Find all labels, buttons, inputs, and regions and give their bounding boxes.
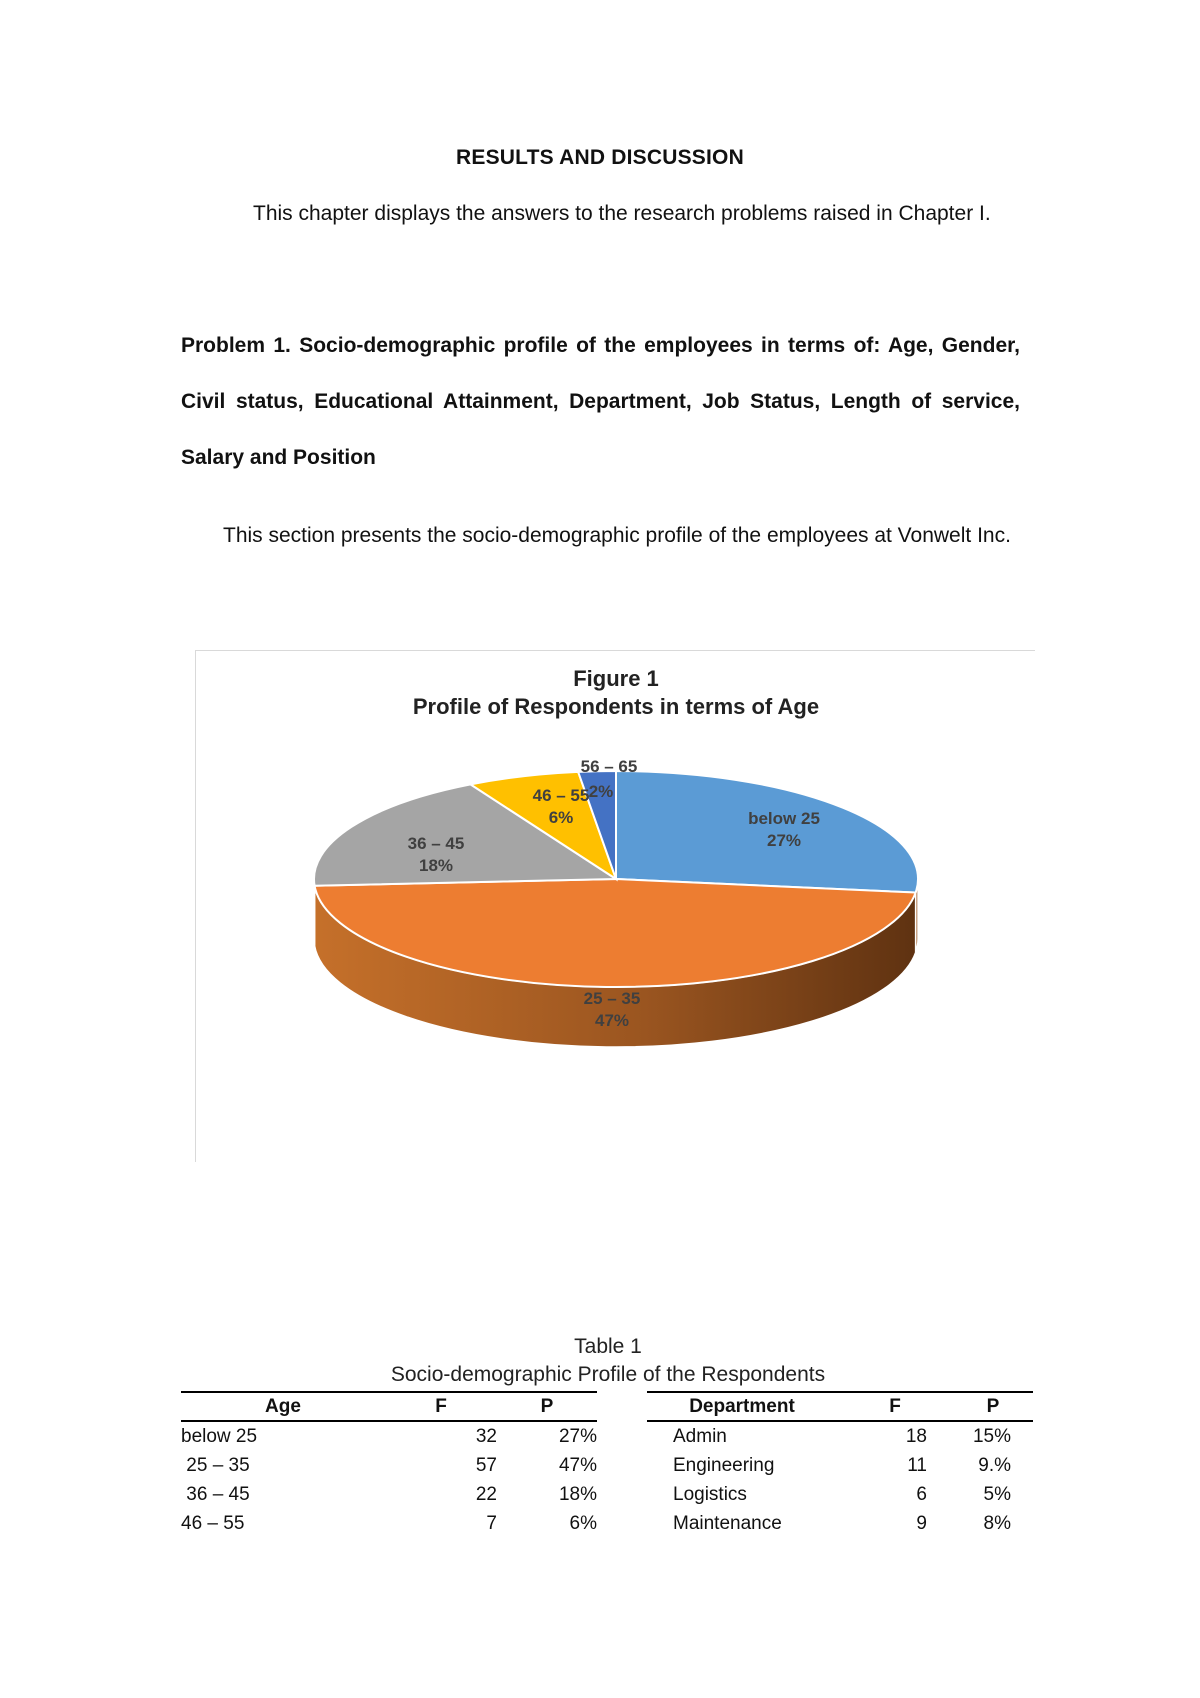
table-row <box>647 1509 1033 1538</box>
slice-category-label: 46 – 55 <box>532 786 590 805</box>
pie-slices <box>314 771 918 987</box>
section-paragraph: This section presents the socio-demographic profile of the employees at Vonwelt Inc. <box>223 524 1011 547</box>
table-row <box>181 1480 597 1509</box>
slice-percent-label: 47% <box>594 1011 630 1030</box>
table-cell: 15% <box>972 1425 1011 1447</box>
chart-subtitle: Profile of Respondents in terms of Age <box>412 694 820 719</box>
table-cell: 27% <box>558 1425 597 1447</box>
department-table <box>647 1391 1033 1538</box>
chart-title: Figure 1 <box>573 666 659 691</box>
age-table <box>181 1391 597 1538</box>
page-title: RESULTS AND DISCUSSION <box>456 146 744 169</box>
slice-category-label: below 25 <box>748 809 820 828</box>
column-header: F <box>385 1392 497 1421</box>
table-cell: 22 <box>475 1483 497 1505</box>
age-pie-chart <box>195 650 1035 1162</box>
slice-percent-label: 27% <box>766 831 802 850</box>
table-header-row <box>647 1392 1033 1421</box>
intro-paragraph: This chapter displays the answers to the research problems raised in Chapter I. <box>253 202 991 225</box>
table-cell: 57 <box>475 1454 497 1476</box>
slice-category-label: 56 – 65 <box>580 757 638 776</box>
slice-percent-label: 6% <box>548 808 574 827</box>
table-cell: 6 <box>916 1483 927 1505</box>
table-cell: Maintenance <box>673 1512 782 1534</box>
table-cell: 36 – 45 <box>181 1483 250 1505</box>
table-row <box>181 1509 597 1538</box>
table-cell: 25 – 35 <box>181 1454 250 1476</box>
table-cell: 9 <box>916 1512 927 1534</box>
column-header: Age <box>181 1392 385 1421</box>
slice-category-label: 25 – 35 <box>583 989 641 1008</box>
table-cell: below 25 <box>181 1425 258 1447</box>
table-cell: 6% <box>569 1512 597 1534</box>
table-cell: 46 – 55 <box>181 1512 245 1534</box>
slice-percent-label: 18% <box>418 856 454 875</box>
table-row <box>647 1480 1033 1509</box>
table-cell: 18 <box>905 1425 927 1447</box>
column-header: Department <box>647 1392 837 1421</box>
table-cell: 7 <box>486 1512 497 1534</box>
table-caption: Table 1 <box>574 1335 642 1358</box>
table-row <box>181 1421 597 1451</box>
table-cell: Engineering <box>673 1454 775 1476</box>
table-cell: Admin <box>673 1425 727 1447</box>
slice-category-label: 36 – 45 <box>407 834 465 853</box>
slice-percent-label: 2% <box>588 782 614 801</box>
table-cell: 8% <box>983 1512 1011 1534</box>
table-cell: 9.% <box>978 1454 1011 1476</box>
column-header: P <box>953 1392 1033 1421</box>
table-subcaption: Socio-demographic Profile of the Respondents <box>390 1363 826 1386</box>
table-cell: Logistics <box>673 1483 747 1505</box>
column-header: P <box>497 1392 597 1421</box>
table-cell: 32 <box>475 1425 497 1447</box>
table-cell: 47% <box>558 1454 597 1476</box>
table-row <box>647 1421 1033 1451</box>
table-cell: 18% <box>558 1483 597 1505</box>
table-row <box>647 1451 1033 1480</box>
column-header: F <box>837 1392 953 1421</box>
table-cell: 11 <box>907 1454 927 1476</box>
table-row <box>181 1451 597 1480</box>
table-header-row <box>181 1392 597 1421</box>
problem-statement: Problem 1. Socio-demographic profile of the employees in terms of: Age, Gender, Civil status, Educational Attainment, Department, Job Status, Length of service, Salary and Position <box>181 334 1020 469</box>
table-cell: 5% <box>983 1483 1011 1505</box>
